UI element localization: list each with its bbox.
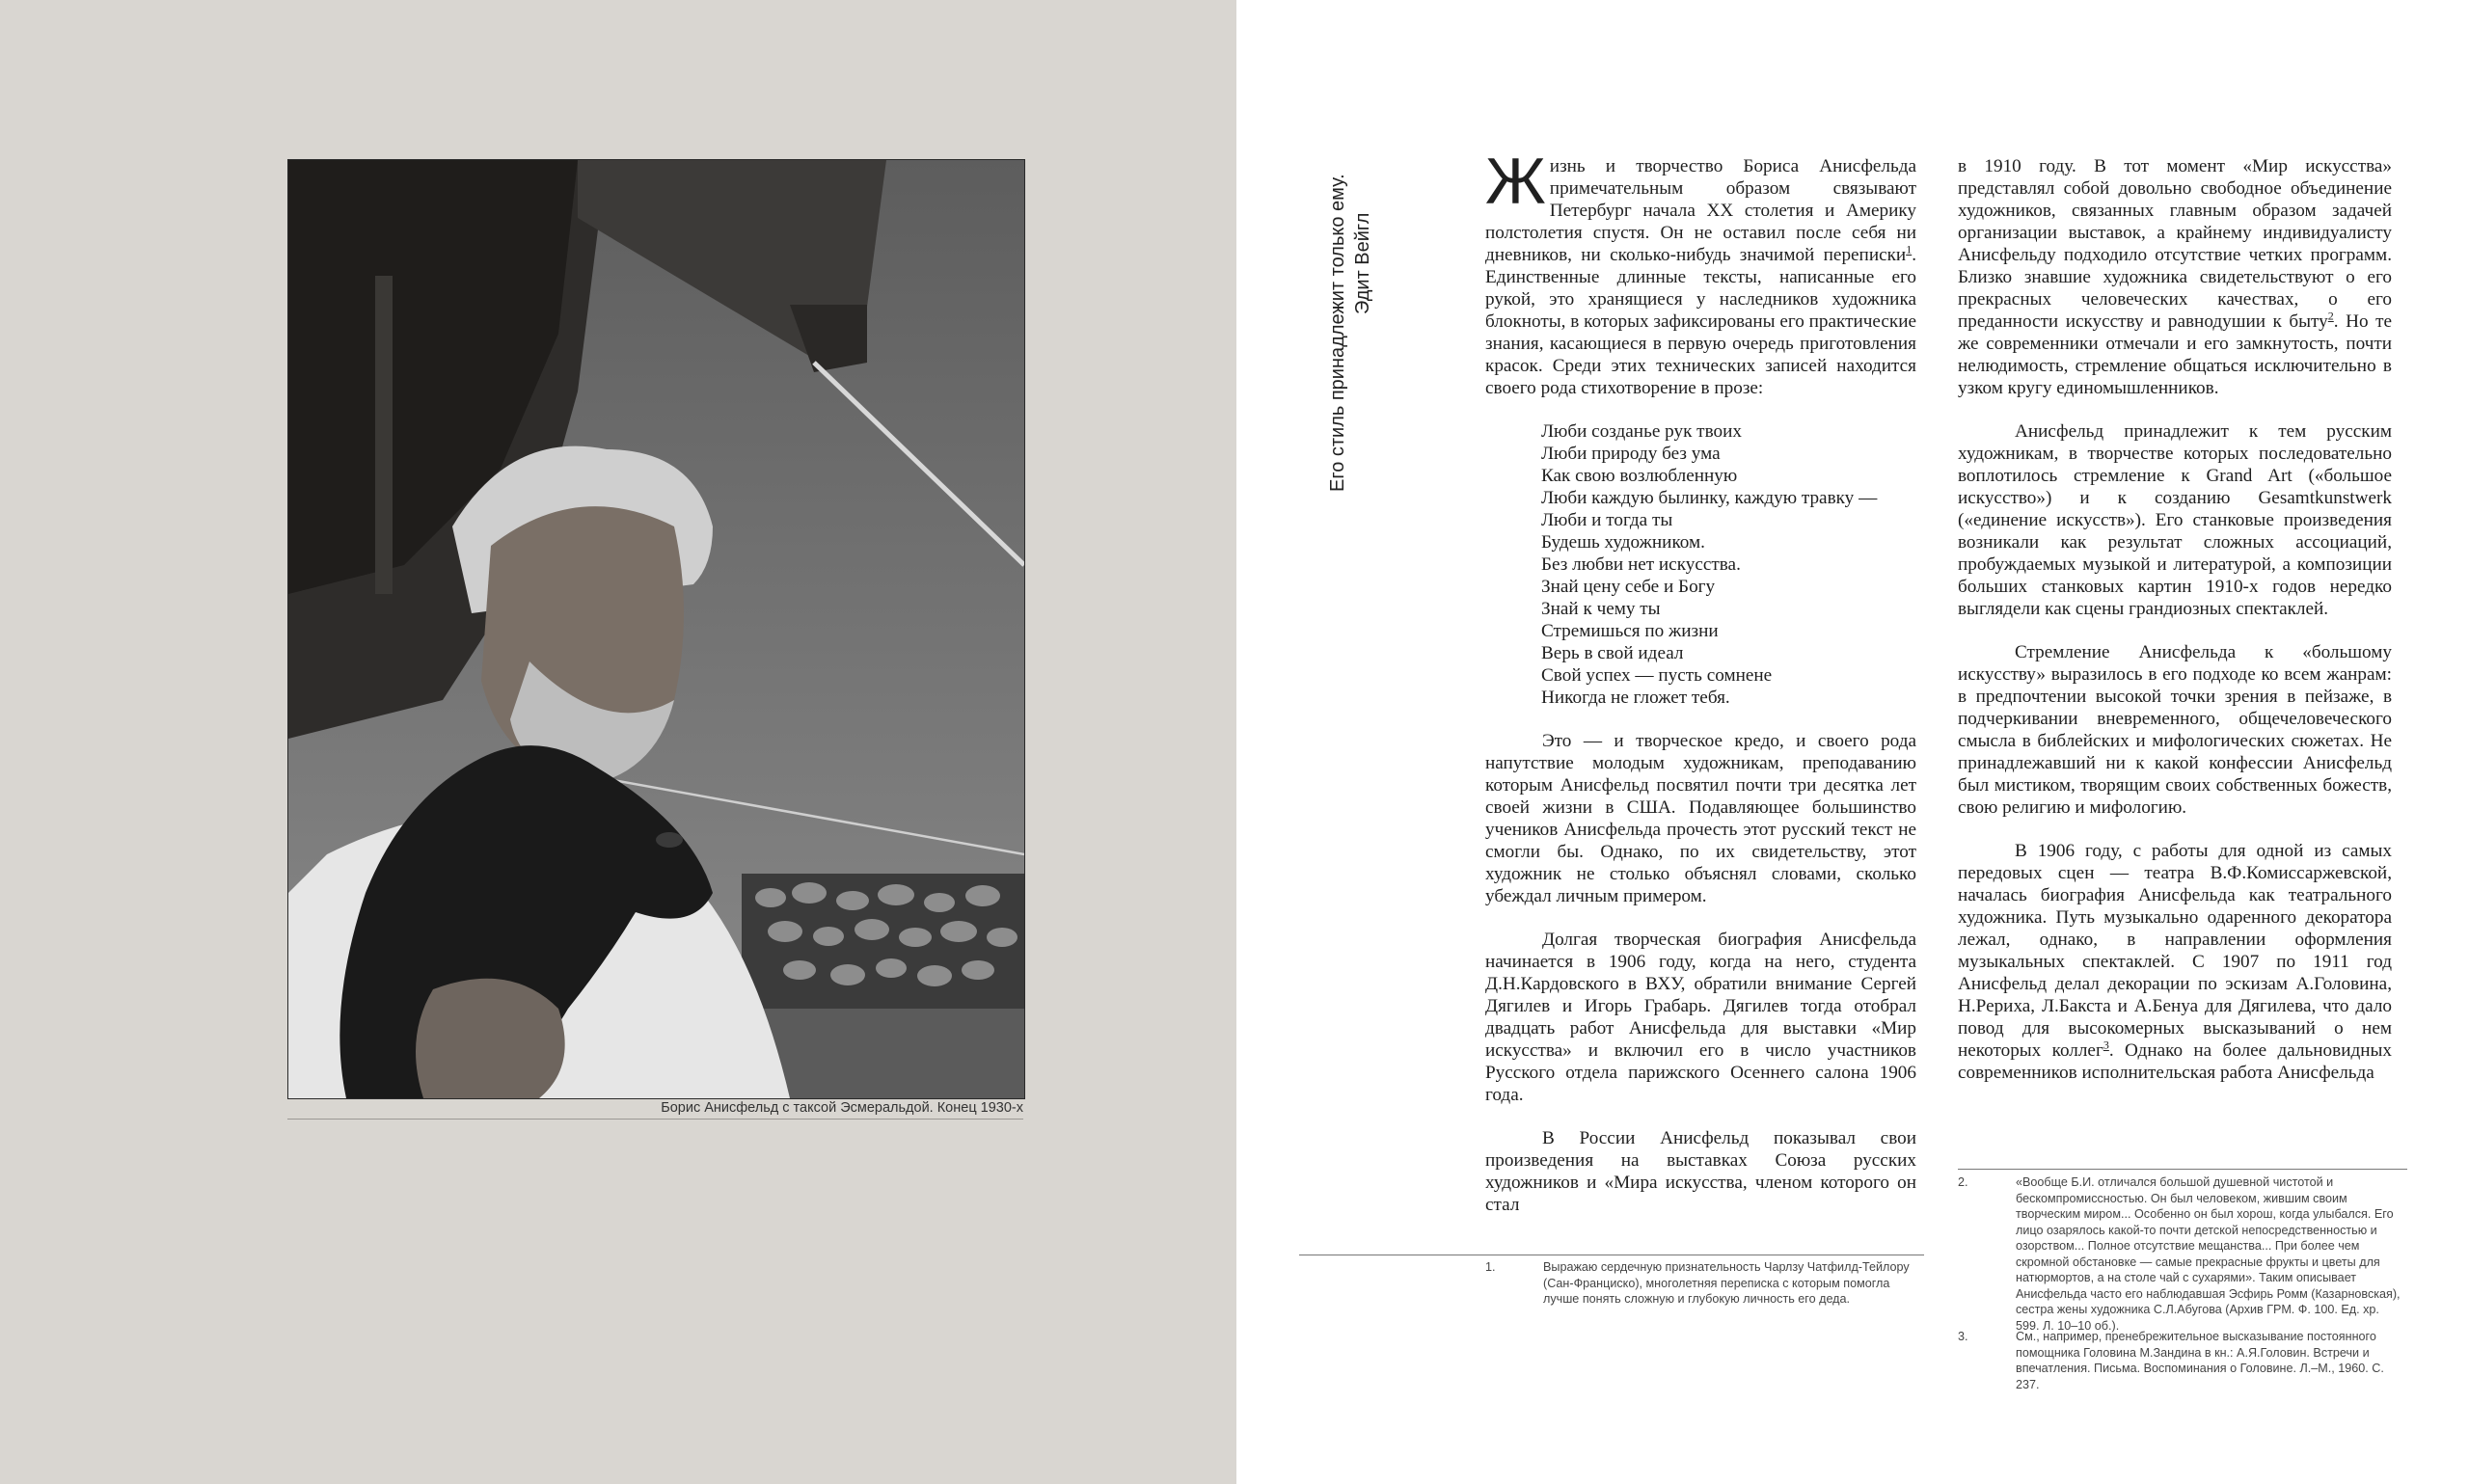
footnote-ref-2[interactable]: 2 bbox=[2327, 309, 2334, 323]
poem-line: Люби и тогда ты bbox=[1541, 510, 1673, 530]
poem-line: Никогда не гложет тебя. bbox=[1541, 688, 1730, 708]
footnote-number: 3. bbox=[1958, 1330, 1968, 1343]
text-column-2 bbox=[1958, 155, 2392, 1084]
text-column-1 bbox=[1485, 145, 1916, 1216]
photo-caption: Борис Анисфельд с таксой Эсмеральдой. Конец 1930-х bbox=[661, 1100, 1023, 1116]
paragraph: Долгая творческая биография Анисфельда начинается в 1906 году, когда на него, студента Д.Н.Кардовского в ВХУ, обратили внимание Сергей Дягилев и Игорь Грабарь. Дягилев тогда отобрал двадцать работ Анисфельда для выставки «Мир искусства» и включил его в число участников Русского отдела парижского Осеннего салона 1906 года. bbox=[1485, 930, 1916, 1105]
intro-paragraph bbox=[1485, 145, 1916, 399]
epigraph-quote: Его стиль принадлежит только ему. bbox=[1327, 174, 1348, 492]
poem-line: Знай цену себе и Богу bbox=[1541, 577, 1716, 597]
drop-cap: Ж bbox=[1485, 145, 1546, 218]
poem-line: Знай к чему ты bbox=[1541, 599, 1661, 619]
footnote-ref-1[interactable]: 1 bbox=[1906, 242, 1913, 256]
paragraph-text: В 1906 году, с работы для одной из самых передовых сцен — театра В.Ф.Комиссаржевской, началась биография Анисфельда как театрального художника. Путь музыкально одаренного декоратора лежал, однако, в направлении оформления музыкальных спектаклей. С 1907 по 1911 год Анисфельд делал декорации по эскизам А.Головина, Н.Рериха, Л.Бакста и А.Бенуа для Дягилева, что дало повод для высокомерных высказываний о нем некоторых коллег bbox=[1958, 841, 2392, 1061]
paragraph: Стремление Анисфельда к «большому искусству» выразилось в его подходе ко всем жанрам: в предпочтении высокой точки зрения в пейзаже, в подчеркивании вневременного, общечеловеческого смысла в библейских и мифологических сюжетах. Не принадлежавший ни к какой конфессии Анисфельд был мистиком, творящим своих собственных божеств, свою религию и мифологию. bbox=[1958, 642, 2392, 818]
footnote-number: 2. bbox=[1958, 1175, 1968, 1189]
poem-line: Люби каждую былинку, каждую травку — bbox=[1541, 488, 1878, 508]
poem-line: Стремишься по жизни bbox=[1541, 621, 1719, 641]
paragraph bbox=[1958, 840, 2392, 1084]
paragraph: В России Анисфельд показывал свои произведения на выставках Союза русских художников и «Мира искусства, членом которого он стал bbox=[1485, 1128, 1916, 1215]
poem-line: Люби созданье рук твоих bbox=[1541, 421, 1742, 442]
poem-line: Верь в свой идеал bbox=[1541, 643, 1684, 663]
poem-line: Будешь художником. bbox=[1541, 532, 1705, 553]
epigraph bbox=[1327, 174, 1373, 501]
paragraph: Анисфельд принадлежит к тем русским художникам, в творчестве которых последовательно воплотилось стремление к Grand Art («большое искусство») и к созданию Gesamtkunstwerk («единение искусств»). Его станковые произведения возникали как результат сложных ассоциаций, пробуждаемых музыкой и литературой, а композиции больших станковых картин 1910-х годов нередко выглядели как сцены грандиозных спектаклей. bbox=[1958, 421, 2392, 619]
footnote-text: См., например, пренебрежительное высказывание постоянного помощника Головина М.Зандина в кн.: А.Я.Головин. Встречи и впечатления. Письма. Воспоминания о Головине. Л.–М., 1960. С. 237. bbox=[2016, 1330, 2384, 1391]
portrait-photo bbox=[287, 159, 1025, 1099]
poem-line: Люби природу без ума bbox=[1541, 444, 1721, 464]
epigraph-author: Эдит Вейгл bbox=[1352, 212, 1373, 314]
footnote-ref-3[interactable]: 3 bbox=[2103, 1038, 2109, 1052]
paragraph-text: . Но те же современники отмечали и его замкнутость, почти нелюдимость, стремление общаться исключительно в узком кругу единомышленников. bbox=[1958, 311, 2392, 398]
paragraph bbox=[1958, 155, 2392, 399]
poem bbox=[1541, 420, 1916, 709]
paragraph-text: . Однако на более дальновидных современников исполнительская работа Анисфельда bbox=[1958, 1040, 2392, 1083]
poem-line: Без любви нет искусства. bbox=[1541, 554, 1741, 575]
intro-text: изнь и творчество Бориса Анисфельда примечательным образом связывают Петербург начала XX столетия и Америку полстолетия спустя. Он не оставил после себя ни дневников, ни сколько-нибудь значимой переписки bbox=[1485, 156, 1916, 265]
footnote-number: 1. bbox=[1485, 1260, 1496, 1274]
intro-tail: . Единственные длинные тексты, написанные его рукой, это хранящиеся у наследников художника блокноты, в которых зафиксированы его практические знания, касающиеся в первую очередь приготовления красок. Среди этих технических записей находится своего рода стихотворение в прозе: bbox=[1485, 245, 1916, 398]
caption-rule bbox=[287, 1119, 1023, 1120]
footnote-text: «Вообще Б.И. отличался большой душевной чистотой и бескомпромиссностью. Он был человеком, жившим своим творческим миром... Особенно он был хорош, когда улыбался. Его лицо озарялось какой-то почти детской непосредственностью и озорством... Полное отсутствие мещанства... При более чем скромной обстановке — самые прекрасные фрукты и цветы для натюрмортов, а на столе чай с сухарями». Таким описывает Анисфельда часто его наблюдавшая Эсфирь Ромм (Казарновская), сестра жены художника С.Л.Абугова (Архив ГРМ. Ф. 100. Ед. хр. 599. Л. 10–10 об.). bbox=[2016, 1175, 2401, 1333]
poem-line: Свой успех — пусть сомнене bbox=[1541, 665, 1773, 686]
paragraph-text: в 1910 году. В тот момент «Мир искусства» представлял собой довольно свободное объединение художников, связанных главным образом задачей организации выставок, а крайнему индивидуалисту Анисфельду подходило отсутствие четких программ. Близко знавшие художника свидетельствуют о его прекрасных человеческих качествах, о его преданности искусству и равнодушии к быту bbox=[1958, 156, 2392, 332]
poem-line: Как свою возлюбленную bbox=[1541, 466, 1738, 486]
footnote-rule-2 bbox=[1958, 1169, 2407, 1170]
paragraph: Это — и творческое кредо, и своего рода напутствие молодым художникам, преподаванию которым Анисфельд посвятил почти три десятка лет своей жизни в США. Подавляющее большинство учеников Анисфельда прочесть этот русский текст не смогли бы. Однако, по их свидетельству, этот художник не столько объяснял словами, сколько убеждал личным примером. bbox=[1485, 731, 1916, 906]
footnote-text: Выражаю сердечную признательность Чарлзу Чатфилд-Тейлору (Сан-Франциско), многолетняя переписка с которым помогла лучше понять сложную и глубокую личность его деда. bbox=[1543, 1260, 1910, 1306]
